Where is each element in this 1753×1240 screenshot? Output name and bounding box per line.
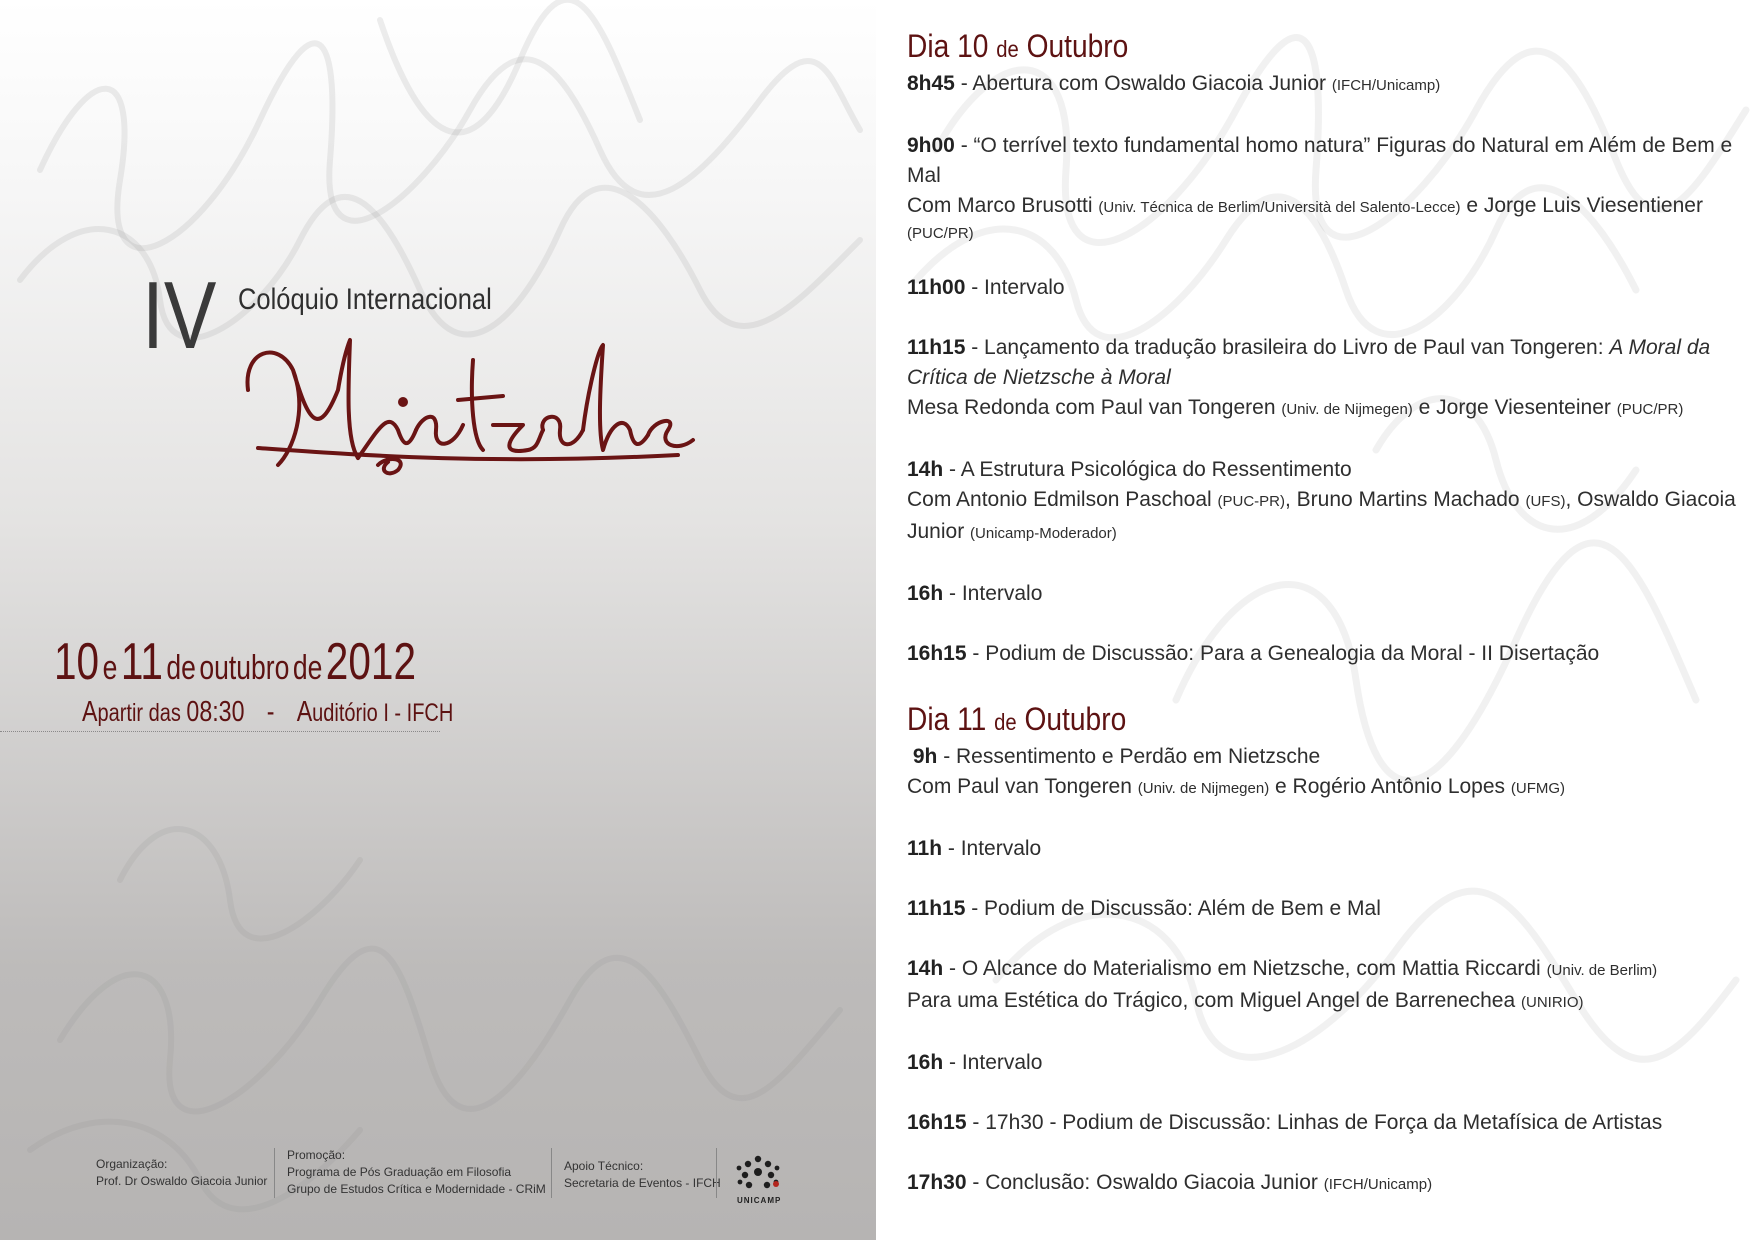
event-date: 10 e 11 de outubro de 2012 xyxy=(54,633,417,691)
day-1-section xyxy=(907,26,1737,669)
footer-organizacao: Organização: Prof. Dr Oswaldo Giacoia Junior xyxy=(96,1157,268,1188)
schedule-item: 14h - O Alcance do Materialismo em Nietzsche, com Mattia Riccardi (Univ. de Berlim) Para uma Estética do Trágico, com Miguel Angel de Barrenechea (UNIRIO) xyxy=(907,957,1658,1012)
date-divider xyxy=(0,731,440,732)
unicamp-wordmark: UNICAMP xyxy=(737,1196,782,1205)
schedule-item: 8h45 - Abertura com Oswaldo Giacoia Junior (IFCH/Unicamp) xyxy=(907,72,1441,95)
schedule-item: 11h15 - Lançamento da tradução brasileira do Livro de Paul van Tongeren: A Moral da Crítica de Nietzsche à Moral Mesa Redonda com Paul van Tongeren (Univ. de Nijmegen) e Jorge Viesenteiner (PUC/PR) xyxy=(907,336,1711,419)
day-2-heading: Dia 11 de Outubro xyxy=(907,701,1127,737)
footer-apoio: Apoio Técnico: Secretaria de Eventos - IFCH xyxy=(564,1159,721,1190)
day-2-section xyxy=(907,699,1737,1200)
poster-left-panel xyxy=(0,0,876,1240)
schedule-item: 17h30 - Conclusão: Oswaldo Giacoia Junior (IFCH/Unicamp) xyxy=(907,1171,1433,1194)
schedule-item: 14h - A Estrutura Psicológica do Ressentimento Com Antonio Edmilson Paschoal (PUC-PR), Bruno Martins Machado (UFS), Oswaldo Giacoia Junior (Unicamp-Moderador) xyxy=(907,458,1736,543)
schedule-item: 16h15 - Podium de Discussão: Para a Genealogia da Moral - II Disertação xyxy=(907,642,1600,665)
footer-separator xyxy=(551,1148,552,1198)
schedule-item: 16h15 - 17h30 - Podium de Discussão: Linhas de Força da Metafísica de Artistas xyxy=(907,1111,1663,1134)
coloquio-label: Colóquio Internacional xyxy=(238,283,492,316)
program-schedule xyxy=(907,26,1737,1230)
schedule-item: 11h - Intervalo xyxy=(907,837,1042,860)
schedule-item: 9h00 - “O terrível texto fundamental homo natura” Figuras do Natural em Além de Bem e Mal Com Marco Brusotti (Univ. Técnica de Berlim/Università del Salento-Lecce) e Jorge Luis Viesentiener (PUC/PR) xyxy=(907,134,1733,242)
footer-separator xyxy=(274,1148,275,1198)
day-1-heading: Dia 10 de Outubro xyxy=(907,28,1129,64)
footer-promocao: Promoção: Programa de Pós Graduação em Filosofia Grupo de Estudos Crítica e Modernidade - CRiM xyxy=(287,1148,546,1196)
schedule-item: 11h00 - Intervalo xyxy=(907,276,1065,299)
event-time-location: Apartir das 08:30 - Auditório I - IFCH xyxy=(82,696,454,728)
schedule-item: 9h - Ressentimento e Perdão em Nietzsche Com Paul van Tongeren (Univ. de Nijmegen) e Rogério Antônio Lopes (UFMG) xyxy=(907,745,1566,798)
footer-separator xyxy=(716,1148,717,1198)
schedule-item: 16h - Intervalo xyxy=(907,1051,1043,1074)
edition-roman-numeral: IV xyxy=(142,262,217,369)
program-right-panel xyxy=(876,0,1753,1240)
schedule-item: 16h - Intervalo xyxy=(907,582,1043,605)
schedule-item: 11h15 - Podium de Discussão: Além de Bem e Mal xyxy=(907,897,1381,920)
watermark-script-decoration xyxy=(0,0,876,1240)
